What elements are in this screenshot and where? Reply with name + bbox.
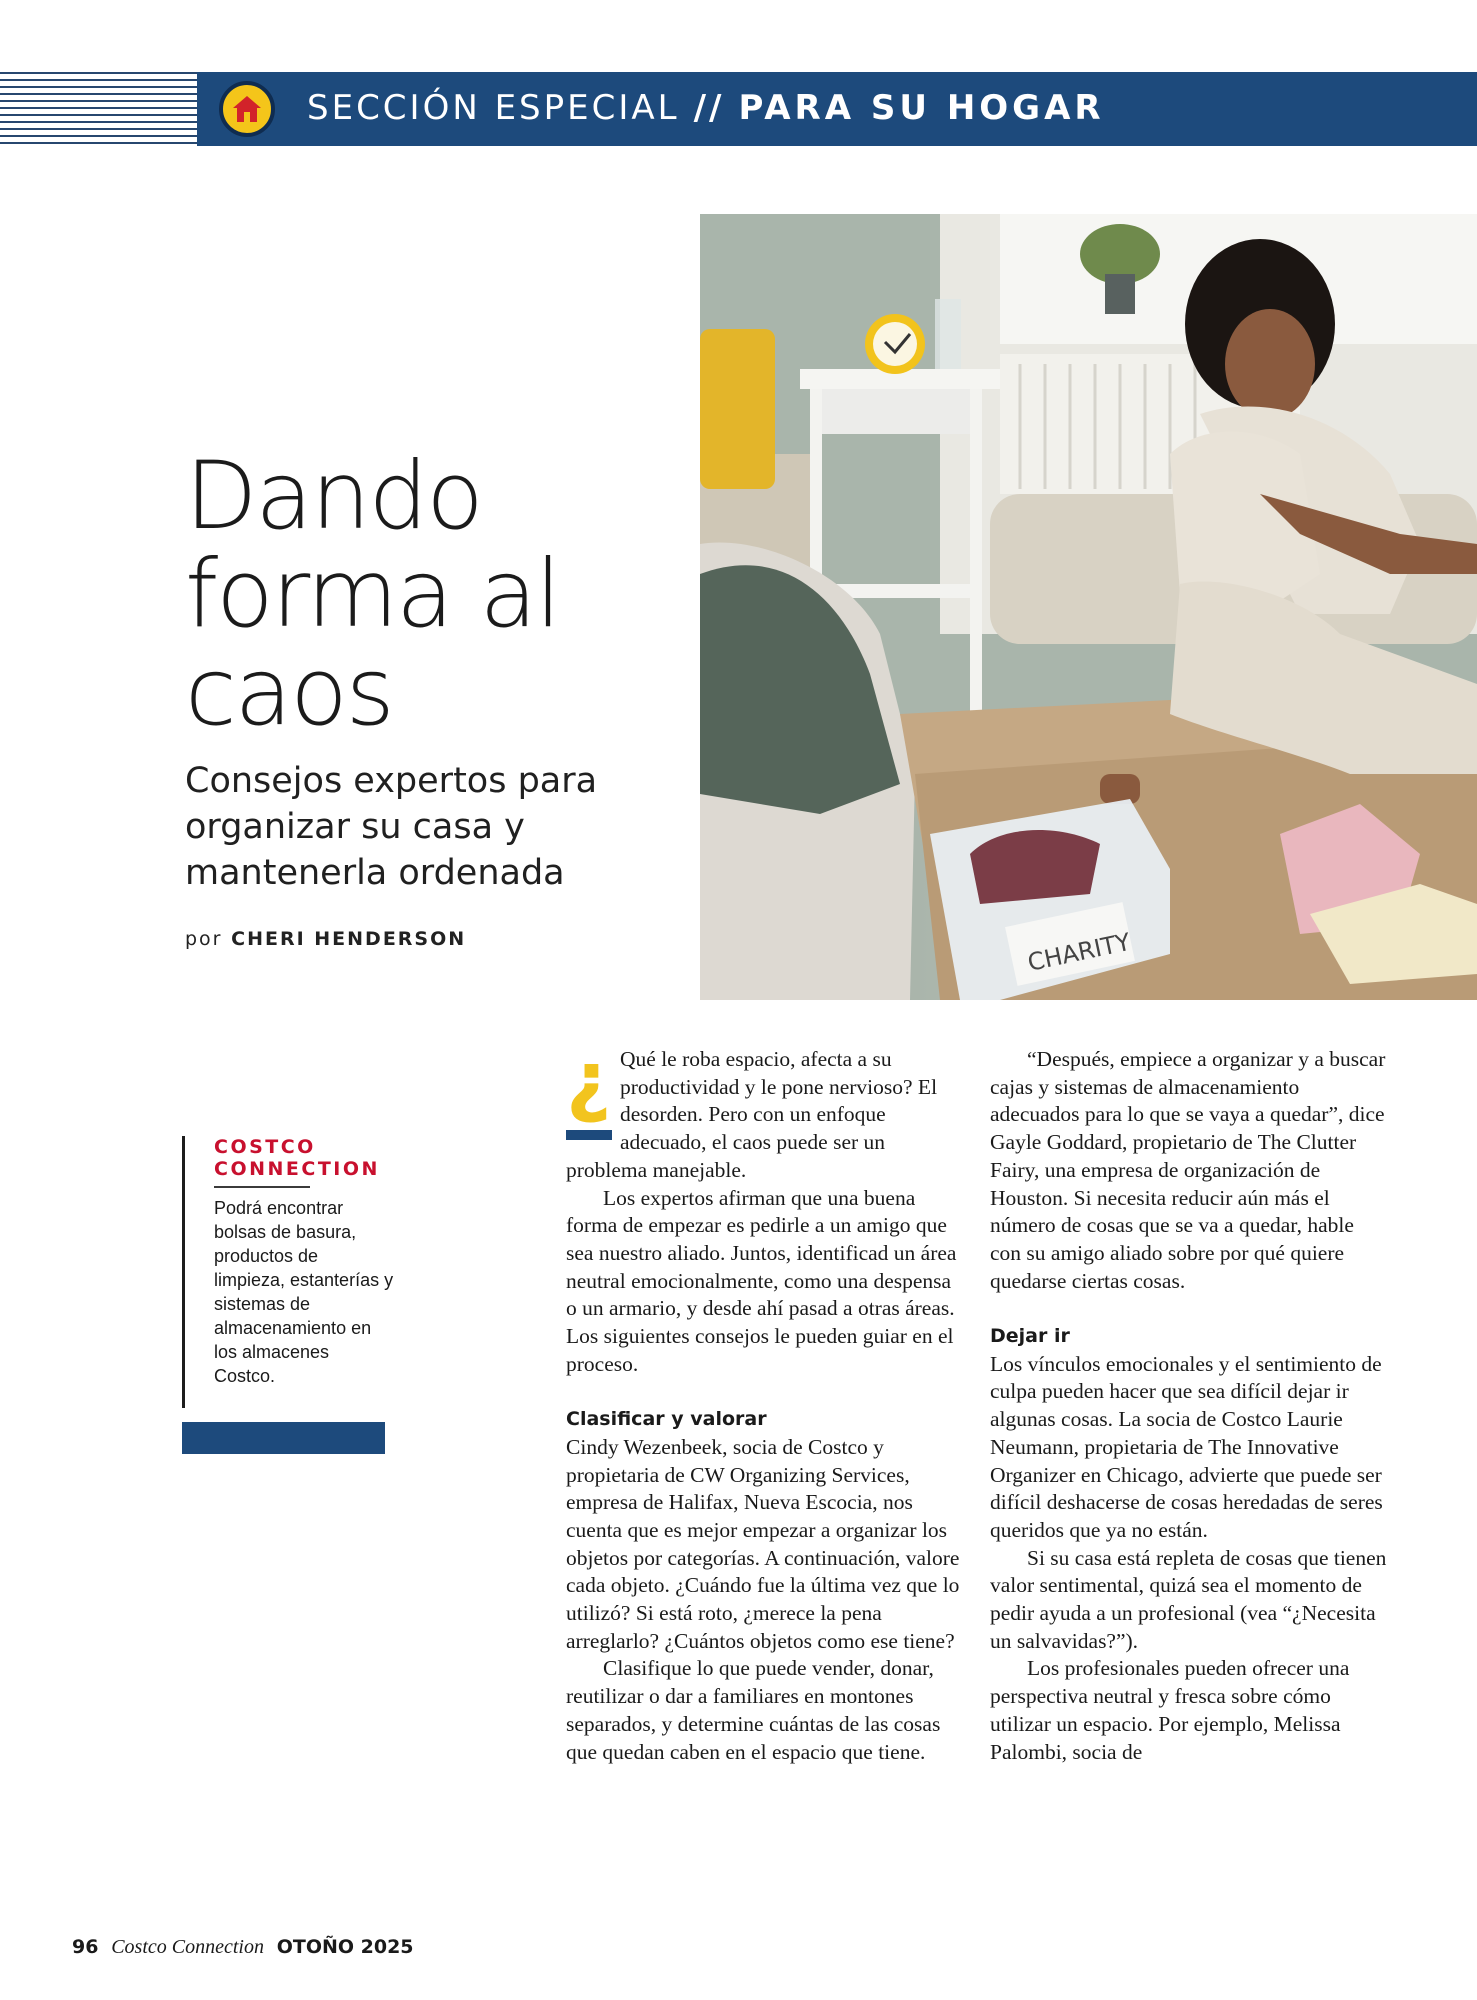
section-label: SECCIÓN ESPECIAL bbox=[307, 88, 680, 128]
body-paragraph: Los expertos afirman que una buena forma de empezar es pedirle a un amigo que sea nuestro aliado. Juntos, identificad un área neutral emocionalmente, como una despensa o un armario, y desde ahí pasad a otras áreas. Los siguientes consejos le pueden guiar en el proceso. bbox=[566, 1185, 957, 1376]
body-paragraph: Clasifique lo que puede vender, donar, reutilizar o dar a familiares en montones separados, y determine cuántas de las cosas que quedan caben en el espacio que tiene. bbox=[566, 1656, 941, 1764]
section-title: PARA SU HOGAR bbox=[738, 88, 1105, 128]
section-banner bbox=[197, 72, 1477, 146]
sidebar-color-block bbox=[182, 1422, 385, 1454]
sidebar-divider bbox=[214, 1186, 310, 1188]
banner-text bbox=[307, 88, 1105, 128]
body-paragraph: Cindy Wezenbeek, socia de Costco y propietaria de CW Organizing Services, empresa de Halifax, Nueva Escocia, nos cuenta que es mejor empezar a organizar los objetos por categorías. A continuación, valore cada objeto. ¿Cuándo fue la última vez que lo utilizó? Si está roto, ¿merece la pena arreglarlo? ¿Cuántos objetos como ese tiene? bbox=[566, 1434, 960, 1653]
byline-prefix: por bbox=[185, 928, 223, 950]
article-subtitle: Consejos expertos para organizar su casa y mantenerla ordenada bbox=[185, 761, 598, 893]
sidebar-title-line: CONNECTION bbox=[214, 1158, 380, 1180]
body-paragraph: Los profesionales pueden ofrecer una perspectiva neutral y fresca sobre cómo utilizar un espacio. Por ejemplo, Melissa Palombi, socia de bbox=[990, 1656, 1350, 1764]
body-paragraph: Los vínculos emocionales y el sentimiento de culpa pueden hacer que sea difícil dejar ir algunas cosas. La socia de Costco Laurie Neumann, propietaria de The Innovative Organizer en Chicago, advierte que puede ser difícil deshacerse de cosas heredadas de seres queridos que ya no están. bbox=[990, 1351, 1383, 1542]
sidebar-title-line: COSTCO bbox=[214, 1136, 316, 1158]
magazine-name: Costco Connection bbox=[111, 1936, 264, 1958]
title-line: forma al bbox=[185, 540, 560, 649]
box-label: CHARITY bbox=[1025, 927, 1133, 977]
byline-author: CHERI HENDERSON bbox=[231, 928, 467, 950]
subheading: Clasificar y valorar bbox=[566, 1408, 767, 1431]
body-column-1 bbox=[566, 1036, 966, 1766]
issue-label: OTOÑO 2025 bbox=[276, 1936, 414, 1958]
home-icon bbox=[219, 81, 275, 137]
page-number: 96 bbox=[72, 1936, 99, 1958]
hero-photo bbox=[700, 214, 1477, 1000]
sidebar-text: Podrá encontrar bolsas de basura, productos de limpieza, estanterías y sistemas de almacenamiento en los almacenes Costco. bbox=[214, 1198, 394, 1386]
sidebar-title bbox=[214, 1136, 404, 1180]
title-line: caos bbox=[185, 638, 393, 747]
body-paragraph: “Después, empiece a organizar y a buscar cajas y sistemas de almacenamiento adecuados para lo que se vaya a quedar”, dice Gayle Goddard, propietario de The Clutter Fairy, una empresa de organización de Houston. Si necesita reducir aún más el número de cosas que se va a quedar, hable con su amigo aliado sobre por qué quiere quedarse ciertas cosas. bbox=[990, 1047, 1386, 1293]
title-line: Dando bbox=[185, 442, 482, 551]
dropcap-glyph: ¿ bbox=[566, 1036, 612, 1126]
page-footer bbox=[72, 1936, 414, 1959]
byline bbox=[185, 928, 466, 950]
sidebar-rule-vertical bbox=[182, 1136, 185, 1408]
subheading: Dejar ir bbox=[990, 1325, 1070, 1348]
section-separator: // bbox=[693, 88, 725, 128]
dropcap bbox=[566, 1036, 620, 1140]
intro-paragraph: Qué le roba espacio, afecta a su productividad y le pone nervioso? El desorden. Pero con un enfoque adecuado, el caos puede ser un problema manejable. bbox=[566, 1047, 938, 1182]
dropcap-bar bbox=[566, 1130, 612, 1140]
header-stripes bbox=[0, 72, 197, 146]
article-title bbox=[185, 442, 685, 747]
body-paragraph: Si su casa está repleta de cosas que tienen valor sentimental, quizá sea el momento de pedir ayuda a un profesional (vea “¿Necesita un salvavidas?”). bbox=[990, 1545, 1387, 1653]
body-column-2 bbox=[990, 1046, 1390, 1766]
